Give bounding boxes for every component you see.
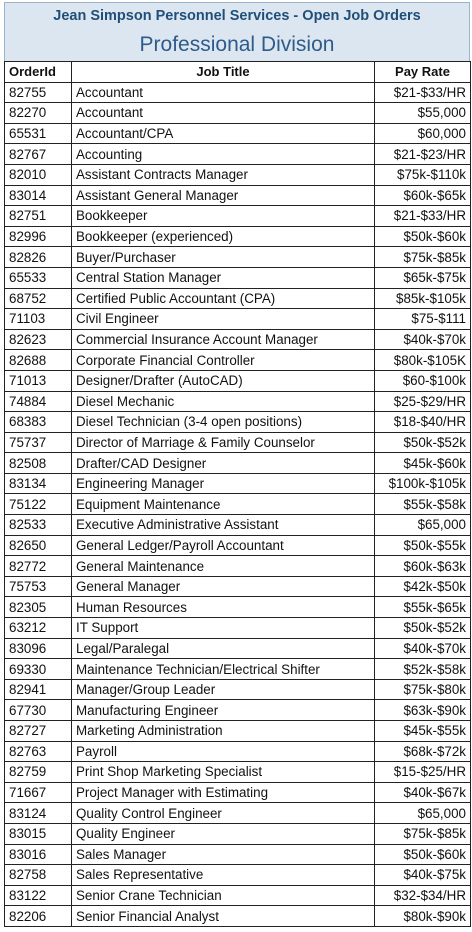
table-row — [5, 288, 471, 309]
table-row — [5, 267, 471, 288]
order-id-cell: 82650 — [5, 535, 72, 556]
order-id-cell: 82623 — [5, 329, 72, 350]
order-id-cell: 82996 — [5, 226, 72, 247]
job-title-cell: Project Manager with Estimating — [72, 782, 375, 803]
pay-rate-cell: $50k-$52k — [375, 432, 471, 453]
order-id-cell: 83122 — [5, 885, 72, 906]
order-id-cell: 63212 — [5, 618, 72, 639]
table-row — [5, 329, 471, 350]
order-id-cell: 67730 — [5, 700, 72, 721]
table-row — [5, 618, 471, 639]
job-title-cell: Legal/Paralegal — [72, 638, 375, 659]
job-title-cell: Buyer/Purchaser — [72, 247, 375, 268]
table-row — [5, 638, 471, 659]
pay-rate-cell: $21-$33/HR — [375, 82, 471, 103]
pay-rate-cell: $65,000 — [375, 515, 471, 536]
table-row — [5, 350, 471, 371]
job-title-cell: Accountant — [72, 82, 375, 103]
order-id-cell: 71667 — [5, 782, 72, 803]
pay-rate-cell: $80k-$90k — [375, 906, 471, 927]
job-title-cell: Assistant Contracts Manager — [72, 164, 375, 185]
pay-rate-cell: $45k-$60k — [375, 453, 471, 474]
pay-rate-cell: $21-$33/HR — [375, 206, 471, 227]
job-title-cell: Director of Marriage & Family Counselor — [72, 432, 375, 453]
table-row — [5, 144, 471, 165]
job-title-cell: Commercial Insurance Account Manager — [72, 329, 375, 350]
job-title-cell: Bookkeeper — [72, 206, 375, 227]
table-row — [5, 597, 471, 618]
table-row — [5, 206, 471, 227]
order-id-cell: 82010 — [5, 164, 72, 185]
table-row — [5, 164, 471, 185]
order-id-cell: 82508 — [5, 453, 72, 474]
order-id-cell: 83016 — [5, 844, 72, 865]
order-id-cell: 82270 — [5, 103, 72, 124]
order-id-cell: 69330 — [5, 659, 72, 680]
order-id-cell: 71103 — [5, 309, 72, 330]
order-id-cell: 82758 — [5, 865, 72, 886]
order-id-cell: 82751 — [5, 206, 72, 227]
job-title-cell: Bookkeeper (experienced) — [72, 226, 375, 247]
pay-rate-cell: $75k-$85k — [375, 823, 471, 844]
pay-rate-cell: $60-$100k — [375, 370, 471, 391]
job-title-cell: Manufacturing Engineer — [72, 700, 375, 721]
job-title-cell: Manager/Group Leader — [72, 679, 375, 700]
table-row — [5, 556, 471, 577]
table-row — [5, 700, 471, 721]
job-title-cell: Quality Engineer — [72, 823, 375, 844]
pay-rate-cell: $40k-$67k — [375, 782, 471, 803]
company-title: Jean Simpson Personnel Services - Open Job Orders — [4, 2, 470, 29]
table-row — [5, 576, 471, 597]
order-id-cell: 82772 — [5, 556, 72, 577]
job-title-cell: Sales Representative — [72, 865, 375, 886]
job-title-cell: Executive Administrative Assistant — [72, 515, 375, 536]
header-row — [5, 62, 471, 83]
division-title: Professional Division — [4, 29, 470, 61]
table-row — [5, 515, 471, 536]
order-id-cell: 65531 — [5, 123, 72, 144]
table-row — [5, 473, 471, 494]
job-title-cell: Accountant/CPA — [72, 123, 375, 144]
job-title-cell: Drafter/CAD Designer — [72, 453, 375, 474]
pay-rate-cell: $60,000 — [375, 123, 471, 144]
pay-rate-cell: $68k-$72k — [375, 741, 471, 762]
table-row — [5, 803, 471, 824]
pay-rate-cell: $65,000 — [375, 803, 471, 824]
order-id-cell: 83014 — [5, 185, 72, 206]
pay-rate-cell: $85k-$105k — [375, 288, 471, 309]
order-id-cell: 82759 — [5, 762, 72, 783]
job-title-cell: Print Shop Marketing Specialist — [72, 762, 375, 783]
table-row — [5, 721, 471, 742]
pay-rate-cell: $42k-$50k — [375, 576, 471, 597]
order-id-cell: 82763 — [5, 741, 72, 762]
pay-rate-cell: $45k-$55k — [375, 721, 471, 742]
order-id-cell: 82727 — [5, 721, 72, 742]
order-id-cell: 68752 — [5, 288, 72, 309]
job-orders-sheet — [4, 2, 470, 927]
job-title-cell: Civil Engineer — [72, 309, 375, 330]
job-title-cell: Human Resources — [72, 597, 375, 618]
order-id-cell: 82533 — [5, 515, 72, 536]
column-header-job-title: Job Title — [72, 62, 375, 83]
job-title-cell: Central Station Manager — [72, 267, 375, 288]
pay-rate-cell: $75-$111 — [375, 309, 471, 330]
job-title-cell: Sales Manager — [72, 844, 375, 865]
table-row — [5, 741, 471, 762]
pay-rate-cell: $25-$29/HR — [375, 391, 471, 412]
pay-rate-cell: $32-$34/HR — [375, 885, 471, 906]
order-id-cell: 82755 — [5, 82, 72, 103]
pay-rate-cell: $52k-$58k — [375, 659, 471, 680]
job-title-cell: General Ledger/Payroll Accountant — [72, 535, 375, 556]
pay-rate-cell: $40k-$75k — [375, 865, 471, 886]
table-row — [5, 659, 471, 680]
table-row — [5, 823, 471, 844]
table-row — [5, 370, 471, 391]
pay-rate-cell: $50k-$55k — [375, 535, 471, 556]
table-row — [5, 412, 471, 433]
job-title-cell: Engineering Manager — [72, 473, 375, 494]
order-id-cell: 75737 — [5, 432, 72, 453]
job-title-cell: Senior Crane Technician — [72, 885, 375, 906]
table-row — [5, 535, 471, 556]
table-row — [5, 185, 471, 206]
column-header-pay-rate: Pay Rate — [375, 62, 471, 83]
job-title-cell: Maintenance Technician/Electrical Shifter — [72, 659, 375, 680]
order-id-cell: 82941 — [5, 679, 72, 700]
table-row — [5, 453, 471, 474]
pay-rate-cell: $60k-$65k — [375, 185, 471, 206]
order-id-cell: 71013 — [5, 370, 72, 391]
pay-rate-cell: $100k-$105k — [375, 473, 471, 494]
column-header-orderid: OrderId — [5, 62, 72, 83]
job-title-cell: Designer/Drafter (AutoCAD) — [72, 370, 375, 391]
order-id-cell: 83015 — [5, 823, 72, 844]
pay-rate-cell: $18-$40/HR — [375, 412, 471, 433]
pay-rate-cell: $15-$25/HR — [375, 762, 471, 783]
job-title-cell: Corporate Financial Controller — [72, 350, 375, 371]
job-title-cell: Marketing Administration — [72, 721, 375, 742]
table-row — [5, 844, 471, 865]
order-id-cell: 65533 — [5, 267, 72, 288]
pay-rate-cell: $60k-$63k — [375, 556, 471, 577]
pay-rate-cell: $40k-$70k — [375, 638, 471, 659]
order-id-cell: 83096 — [5, 638, 72, 659]
pay-rate-cell: $40k-$70k — [375, 329, 471, 350]
job-title-cell: Quality Control Engineer — [72, 803, 375, 824]
table-row — [5, 679, 471, 700]
job-title-cell: IT Support — [72, 618, 375, 639]
order-id-cell: 82826 — [5, 247, 72, 268]
pay-rate-cell: $55,000 — [375, 103, 471, 124]
pay-rate-cell: $50k-$52k — [375, 618, 471, 639]
pay-rate-cell: $50k-$60k — [375, 844, 471, 865]
table-row — [5, 782, 471, 803]
pay-rate-cell: $55k-$58k — [375, 494, 471, 515]
job-orders-table — [4, 61, 471, 927]
order-id-cell: 82305 — [5, 597, 72, 618]
job-title-cell: Assistant General Manager — [72, 185, 375, 206]
job-title-cell: Certified Public Accountant (CPA) — [72, 288, 375, 309]
pay-rate-cell: $55k-$65k — [375, 597, 471, 618]
job-title-cell: Accounting — [72, 144, 375, 165]
table-row — [5, 865, 471, 886]
order-id-cell: 75753 — [5, 576, 72, 597]
table-row — [5, 247, 471, 268]
order-id-cell: 82206 — [5, 906, 72, 927]
table-row — [5, 494, 471, 515]
table-row — [5, 906, 471, 927]
job-title-cell: Equipment Maintenance — [72, 494, 375, 515]
pay-rate-cell: $75k-$85k — [375, 247, 471, 268]
order-id-cell: 68383 — [5, 412, 72, 433]
table-row — [5, 762, 471, 783]
table-row — [5, 103, 471, 124]
table-row — [5, 123, 471, 144]
pay-rate-cell: $21-$23/HR — [375, 144, 471, 165]
order-id-cell: 74884 — [5, 391, 72, 412]
pay-rate-cell: $65k-$75k — [375, 267, 471, 288]
job-title-cell: Senior Financial Analyst — [72, 906, 375, 927]
job-title-cell: Diesel Mechanic — [72, 391, 375, 412]
pay-rate-cell: $50k-$60k — [375, 226, 471, 247]
pay-rate-cell: $75k-$80k — [375, 679, 471, 700]
job-title-cell: Payroll — [72, 741, 375, 762]
table-row — [5, 885, 471, 906]
job-title-cell: Accountant — [72, 103, 375, 124]
table-row — [5, 432, 471, 453]
pay-rate-cell: $75k-$110k — [375, 164, 471, 185]
pay-rate-cell: $63k-$90k — [375, 700, 471, 721]
order-id-cell: 83124 — [5, 803, 72, 824]
job-title-cell: Diesel Technician (3-4 open positions) — [72, 412, 375, 433]
order-id-cell: 82688 — [5, 350, 72, 371]
order-id-cell: 82767 — [5, 144, 72, 165]
job-title-cell: General Manager — [72, 576, 375, 597]
order-id-cell: 83134 — [5, 473, 72, 494]
pay-rate-cell: $80k-$105K — [375, 350, 471, 371]
job-title-cell: General Maintenance — [72, 556, 375, 577]
table-row — [5, 82, 471, 103]
order-id-cell: 75122 — [5, 494, 72, 515]
table-row — [5, 309, 471, 330]
table-row — [5, 391, 471, 412]
table-row — [5, 226, 471, 247]
